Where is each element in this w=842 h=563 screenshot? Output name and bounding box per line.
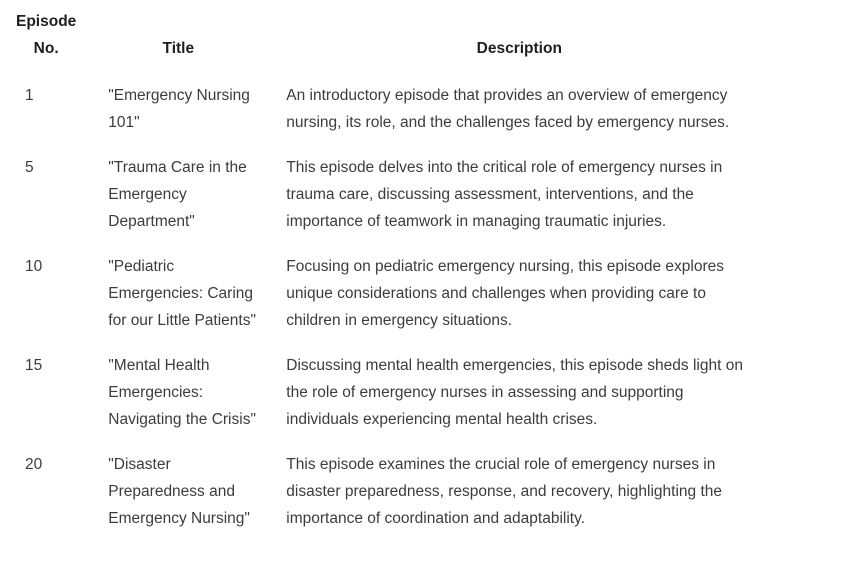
- table-row: [8, 245, 766, 344]
- table-row: [8, 344, 766, 443]
- episode-number-cell: 15: [25, 357, 43, 374]
- header-title-label: Title: [162, 40, 195, 57]
- header-episode-no: [8, 8, 84, 74]
- episode-title-cell: "Pediatric Emergencies: Caring for our Little Patients": [108, 258, 256, 329]
- episode-description-cell: Focusing on pediatric emergency nursing, this episode explores unique considerations and challenges when providing care to children in emergency situations.: [286, 258, 724, 329]
- episode-description-cell: This episode examines the crucial role of emergency nurses in disaster preparedness, response, and recovery, highlighting the importance of coordination and adaptability.: [286, 456, 722, 527]
- episode-number-cell: 1: [25, 87, 34, 104]
- table-header: [8, 8, 766, 74]
- episode-table: [8, 8, 766, 542]
- episode-title-cell: "Trauma Care in the Emergency Department": [108, 159, 247, 230]
- header-episode-no-label: Episode No.: [16, 13, 77, 57]
- table-row: [8, 146, 766, 245]
- episode-title-cell: "Disaster Preparedness and Emergency Nursing": [108, 456, 250, 527]
- table-row: [8, 74, 766, 146]
- episode-number-cell: 20: [25, 456, 43, 473]
- header-description: [272, 8, 766, 74]
- header-title: [84, 8, 272, 74]
- episode-title-cell: "Mental Health Emergencies: Navigating the Crisis": [108, 357, 256, 428]
- episode-number-cell: 10: [25, 258, 43, 275]
- episode-description-cell: Discussing mental health emergencies, this episode sheds light on the role of emergency nurses in assessing and supporting individuals experiencing mental health crises.: [286, 357, 743, 428]
- table-row: [8, 443, 766, 542]
- header-description-label: Description: [476, 40, 562, 57]
- episode-description-cell: This episode delves into the critical role of emergency nurses in trauma care, discussing assessment, interventions, and the importance of teamwork in managing traumatic injuries.: [286, 159, 723, 230]
- episode-number-cell: 5: [25, 159, 34, 176]
- header-row: [8, 8, 766, 74]
- episode-title-cell: "Emergency Nursing 101": [108, 87, 250, 131]
- episode-description-cell: An introductory episode that provides an overview of emergency nursing, its role, and the challenges faced by emergency nurses.: [286, 87, 730, 131]
- table-body: [8, 74, 766, 542]
